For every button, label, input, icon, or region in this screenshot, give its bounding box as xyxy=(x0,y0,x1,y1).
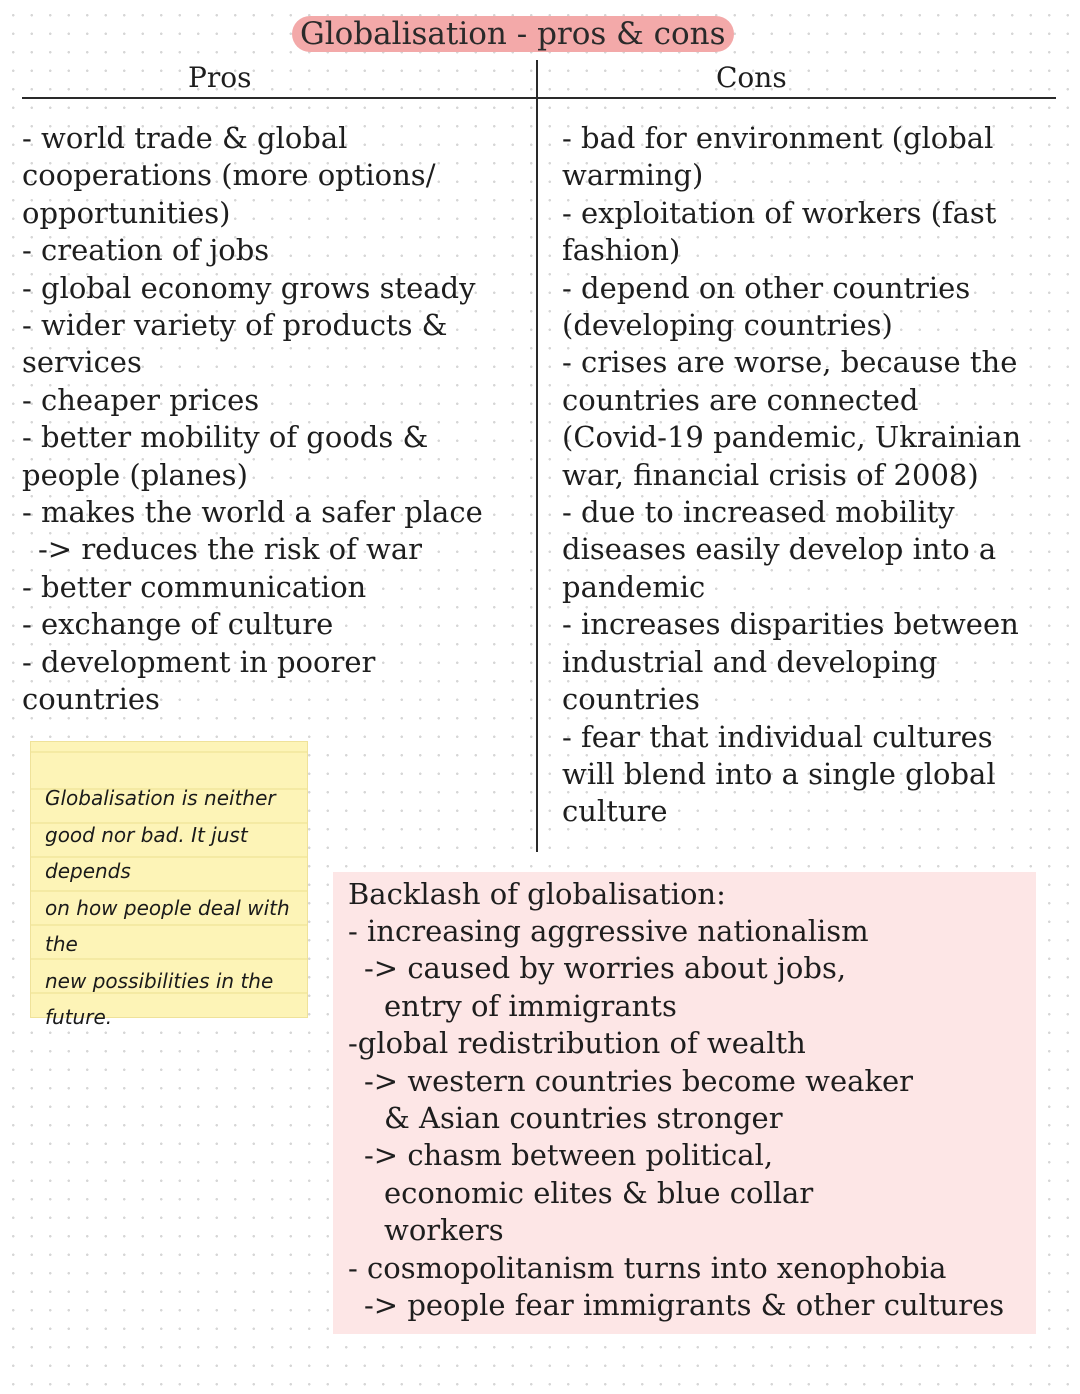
pros-list-item: services xyxy=(22,345,142,380)
cons-list-item: - crises are worse, because the xyxy=(562,345,1018,380)
backlash-list-item: -> caused by worries about jobs, xyxy=(364,951,847,986)
pros-list-item: people (planes) xyxy=(22,457,248,492)
pros-list-item: - world trade & global xyxy=(22,121,348,155)
backlash-list-item: entry of immigrants xyxy=(384,988,677,1023)
backlash-list-item: workers xyxy=(384,1213,504,1248)
pros-list-item: - cheaper prices xyxy=(22,382,260,417)
cons-heading: Cons xyxy=(716,61,787,94)
backlash-list-item: -global redistribution of wealth xyxy=(348,1026,806,1061)
cons-list-item: industrial and developing xyxy=(562,644,938,679)
backlash-heading: Backlash of globalisation: xyxy=(348,877,726,911)
cons-list-item: - due to increased mobility xyxy=(562,495,955,530)
sticky-note-line: Globalisation is neither xyxy=(45,786,276,810)
backlash-list-item: - cosmopolitanism turns into xenophobia xyxy=(348,1250,947,1285)
cons-list-item: fashion) xyxy=(562,233,681,268)
cons-list-item: will blend into a single global xyxy=(562,756,996,791)
pros-list-item: - global economy grows steady xyxy=(22,270,476,305)
cons-list-item: war, financial crisis of 2008) xyxy=(562,457,979,492)
sticky-note-line: new possibilities in the xyxy=(45,968,274,993)
backlash-box xyxy=(333,872,1036,1334)
cons-list-item: (developing countries) xyxy=(562,308,893,343)
sticky-note-line: on how people deal with the xyxy=(45,895,290,956)
cons-list-item: pandemic xyxy=(562,569,706,604)
pros-list-item: - better communication xyxy=(22,569,367,604)
pros-list-item: cooperations (more options/ xyxy=(22,158,436,193)
cons-list-item: - increases disparities between xyxy=(562,607,1019,642)
cons-list-item: culture xyxy=(562,794,668,829)
sticky-note-text xyxy=(45,780,307,1036)
backlash-list-item: -> chasm between political, xyxy=(364,1138,774,1173)
sticky-note-line: future. xyxy=(45,1005,113,1029)
cons-list-item: - fear that individual cultures xyxy=(562,719,993,754)
pros-list-item: opportunities) xyxy=(22,195,231,230)
backlash-list-item: - increasing aggressive nationalism xyxy=(348,914,869,948)
cons-list-item: countries xyxy=(562,682,700,717)
backlash-list-item: -> western countries become weaker xyxy=(364,1063,914,1098)
header-divider xyxy=(22,97,1056,99)
cons-list-item: - depend on other countries xyxy=(562,270,971,305)
sticky-note-line: good nor bad. It just depends xyxy=(45,822,248,883)
cons-list-item: - bad for environment (global xyxy=(562,121,994,155)
pros-list-item: - exchange of culture xyxy=(22,607,334,642)
cons-list-item: - exploitation of workers (fast xyxy=(562,195,997,230)
pros-list-item: - makes the world a safer place xyxy=(22,495,483,530)
cons-list-item: diseases easily develop into a xyxy=(562,532,997,567)
backlash-list-item: -> people fear immigrants & other cultures xyxy=(364,1288,1005,1323)
pros-list-item: - creation of jobs xyxy=(22,233,270,268)
pros-list-item: - development in poorer xyxy=(22,644,376,679)
pros-heading: Pros xyxy=(188,61,252,94)
sticky-note xyxy=(30,741,308,1029)
pros-list-item: - better mobility of goods & xyxy=(22,420,429,455)
pros-list-item: countries xyxy=(22,682,160,717)
pros-list-item: - wider variety of products & xyxy=(22,308,448,343)
page-title: Globalisation - pros & cons xyxy=(292,16,734,52)
column-divider xyxy=(536,60,538,852)
backlash-list xyxy=(348,913,1004,1324)
pros-list xyxy=(22,120,483,719)
backlash-list-item: economic elites & blue collar xyxy=(384,1175,814,1210)
backlash-list-item: & Asian countries stronger xyxy=(384,1101,783,1136)
pros-list-item: -> reduces the risk of war xyxy=(38,532,422,567)
cons-list-item: warming) xyxy=(562,158,704,193)
cons-list-item: (Covid-19 pandemic, Ukrainian xyxy=(562,420,1022,455)
cons-list xyxy=(562,120,1021,831)
cons-list-item: countries are connected xyxy=(562,382,919,417)
